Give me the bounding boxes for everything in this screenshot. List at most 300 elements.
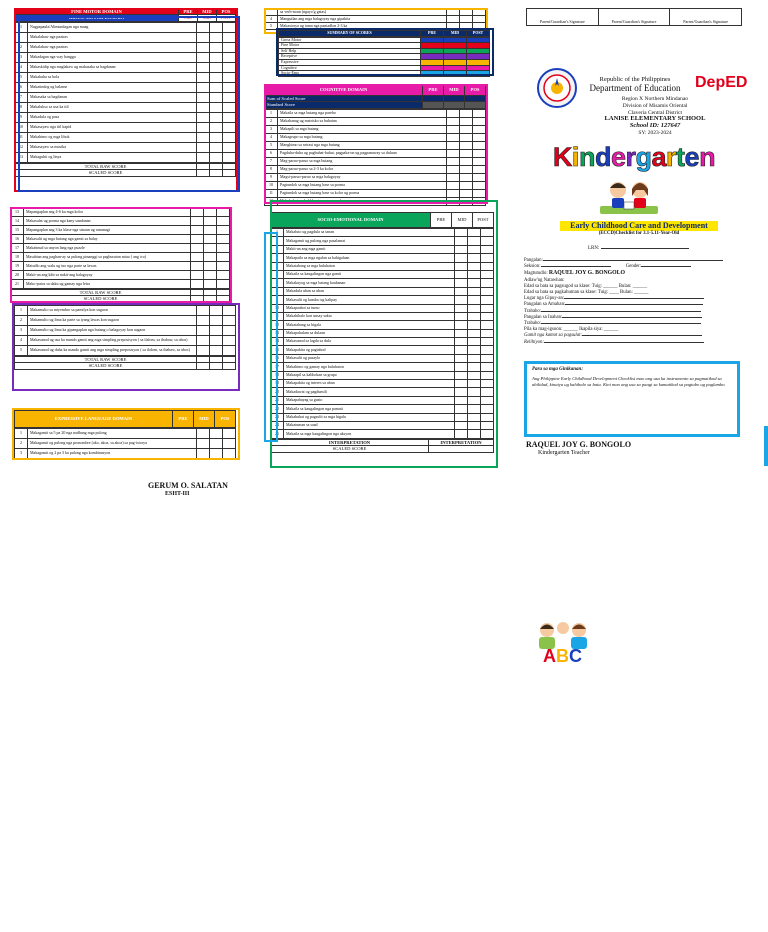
score-cell[interactable]: [191, 280, 204, 289]
score-cell[interactable]: [210, 52, 223, 62]
score-cell[interactable]: [197, 112, 210, 122]
score-cell[interactable]: [468, 371, 481, 379]
score-cell[interactable]: [210, 316, 223, 326]
score-cell[interactable]: [460, 16, 473, 23]
score-cell[interactable]: [217, 244, 230, 253]
score-cell[interactable]: [455, 371, 468, 379]
score-cell[interactable]: [481, 396, 494, 404]
table-row: [271, 262, 494, 270]
score-cell[interactable]: [447, 9, 460, 16]
score-cell[interactable]: [468, 421, 481, 429]
score-cell[interactable]: [481, 312, 494, 320]
score-cell[interactable]: [468, 413, 481, 421]
score-cell[interactable]: [473, 16, 486, 23]
table-row: [15, 122, 236, 132]
score-cell[interactable]: [197, 62, 210, 72]
score-cell[interactable]: [447, 165, 460, 173]
score-cell[interactable]: [455, 287, 468, 295]
score-cell[interactable]: [481, 413, 494, 421]
score-cell[interactable]: [468, 430, 481, 438]
score-cell[interactable]: [455, 312, 468, 320]
score-cell[interactable]: [468, 262, 481, 270]
score-cell[interactable]: [481, 270, 494, 278]
score-cell[interactable]: [473, 109, 486, 117]
score-cell[interactable]: [223, 112, 236, 122]
score-cell[interactable]: [447, 16, 460, 23]
score-cell[interactable]: [197, 439, 210, 449]
score-cell[interactable]: [473, 149, 486, 157]
score-cell[interactable]: [460, 133, 473, 141]
score-cell[interactable]: [197, 92, 210, 102]
item-number: 11: [15, 132, 28, 142]
score-cell[interactable]: [223, 346, 236, 356]
score-cell[interactable]: [217, 235, 230, 244]
cyan-edge-bar: [764, 426, 768, 466]
score-cell[interactable]: [455, 229, 468, 237]
score-cell[interactable]: [223, 449, 236, 459]
score-cell[interactable]: [468, 405, 481, 413]
score-cell[interactable]: [223, 132, 236, 142]
score-cell[interactable]: [455, 363, 468, 371]
score-cell[interactable]: [217, 271, 230, 280]
field-label: Pangalan sa Inahan:: [524, 314, 563, 320]
school-id: School ID: 127647: [629, 122, 681, 130]
score-cell[interactable]: [481, 430, 494, 438]
score-cell[interactable]: [191, 208, 204, 217]
item-text: Mag-paruo-paruo sa 2-3 ka kolor: [278, 165, 447, 173]
field-label: Pangalan sa Amahan:: [524, 302, 566, 308]
table-row: [11, 235, 230, 244]
table-row: [11, 271, 230, 280]
item-text: Makaskidip nga maglakaw ug makasaka sa hagdanan: [28, 62, 197, 72]
score-cell[interactable]: [455, 304, 468, 312]
score-cell[interactable]: [204, 235, 217, 244]
score-cell[interactable]: [481, 254, 494, 262]
score-cell[interactable]: [210, 429, 223, 439]
score-cell[interactable]: [468, 363, 481, 371]
col-mid: MID: [194, 411, 215, 428]
item-number: 3: [271, 245, 284, 253]
table-row: [271, 279, 494, 287]
score-cell[interactable]: [197, 52, 210, 62]
score-cell[interactable]: [481, 371, 494, 379]
score-cell[interactable]: [210, 439, 223, 449]
table-row: [15, 22, 236, 32]
score-cell[interactable]: [481, 421, 494, 429]
score-cell[interactable]: [481, 245, 494, 253]
item-text: Makaguhit og linya: [28, 152, 197, 162]
signature-row: [526, 8, 742, 26]
score-cell[interactable]: [197, 122, 210, 132]
kindergarten-letter: r: [666, 142, 677, 172]
table-row: [265, 125, 486, 133]
score-cell[interactable]: [455, 354, 468, 362]
score-cell[interactable]: [447, 181, 460, 189]
score-cell[interactable]: [455, 329, 468, 337]
score-cell[interactable]: [210, 112, 223, 122]
score-cell[interactable]: [481, 321, 494, 329]
item-text: Makaila sa mga butang nga pareho: [278, 109, 447, 117]
item-text: Makamulto ug lima ka gipangaplan nga butang o balagoyay kon sugaon: [28, 326, 197, 336]
score-cell[interactable]: [204, 262, 217, 271]
score-cell[interactable]: [481, 237, 494, 245]
teacher-value: RAQUEL JOY G. BONGOLO: [548, 270, 626, 277]
table-row: [15, 449, 236, 459]
score-cell[interactable]: [191, 226, 204, 235]
table-row: [265, 173, 486, 181]
item-text: Makaila sa kaugalingon nga pamati: [284, 405, 455, 413]
table-row: [265, 23, 486, 30]
cognitive-section: [264, 84, 486, 206]
item-number: 2: [271, 237, 284, 245]
item-number: 1: [15, 22, 28, 32]
left-teacher-name: GERUM O. SALATAN: [148, 481, 228, 490]
lrn-field: [588, 246, 689, 251]
score-cell[interactable]: [455, 430, 468, 438]
score-cell[interactable]: [210, 22, 223, 32]
item-number: 12: [265, 197, 278, 205]
score-cell[interactable]: [481, 229, 494, 237]
score-cell[interactable]: [210, 336, 223, 346]
item-text: Nagpapaula/Alimundagan nga maag: [28, 22, 197, 32]
score-cell[interactable]: [197, 32, 210, 42]
score-cell[interactable]: [210, 306, 223, 316]
parents-note: [524, 361, 740, 437]
score-cell[interactable]: [481, 363, 494, 371]
score-cell[interactable]: [473, 125, 486, 133]
item-text: Makakuha sa bola: [28, 72, 197, 82]
score-cell[interactable]: [210, 62, 223, 72]
score-cell[interactable]: [210, 72, 223, 82]
score-cell[interactable]: [455, 296, 468, 304]
cover-teacher-name: RAQUEL JOY G. BONGOLO: [526, 440, 632, 449]
score-cell[interactable]: [210, 32, 223, 42]
item-text: Makapili sa mga butang: [278, 125, 447, 133]
student-info-form: [524, 258, 746, 346]
score-cell[interactable]: [210, 346, 223, 356]
score-cell[interactable]: [455, 396, 468, 404]
score-cell[interactable]: [210, 92, 223, 102]
score-cell[interactable]: [460, 181, 473, 189]
table-row: [15, 112, 236, 122]
item-text: Makatabang sa higala: [284, 321, 455, 329]
score-cell[interactable]: [223, 82, 236, 92]
score-cell[interactable]: [460, 157, 473, 165]
score-cell[interactable]: [468, 245, 481, 253]
score-cell[interactable]: [468, 304, 481, 312]
score-cell[interactable]: [204, 244, 217, 253]
score-cell[interactable]: [223, 92, 236, 102]
item-text: Makasulti og pasaylo: [284, 354, 455, 362]
score-cell[interactable]: [197, 346, 210, 356]
table-row: [15, 346, 236, 356]
summary-score-cell[interactable]: [444, 71, 467, 77]
summary-title: SUMMARY OF SCORES: [279, 31, 421, 37]
score-cell[interactable]: [223, 52, 236, 62]
score-cell[interactable]: [468, 321, 481, 329]
gross-motor-title: GROSS MOTOR DOMAIN: [15, 15, 179, 21]
item-number: 1: [271, 229, 284, 237]
score-cell[interactable]: [223, 32, 236, 42]
score-cell[interactable]: [217, 280, 230, 289]
score-cell[interactable]: [217, 253, 230, 262]
score-cell[interactable]: [197, 142, 210, 152]
summary-domain-label: Fine Motor: [279, 43, 421, 49]
score-cell[interactable]: [447, 173, 460, 181]
standard-score-label: Standard Score: [265, 102, 423, 108]
score-cell[interactable]: [223, 429, 236, 439]
score-cell[interactable]: [455, 321, 468, 329]
score-cell[interactable]: [447, 189, 460, 197]
score-cell[interactable]: [468, 279, 481, 287]
item-text: Makapaabot sa turno: [284, 304, 455, 312]
cognitive-title: COGNITIVE DOMAIN: [265, 85, 423, 96]
score-cell[interactable]: [455, 270, 468, 278]
score-cell[interactable]: [223, 142, 236, 152]
score-cell[interactable]: [468, 380, 481, 388]
score-cell[interactable]: [223, 102, 236, 112]
score-cell[interactable]: [197, 316, 210, 326]
score-cell[interactable]: [460, 165, 473, 173]
score-cell[interactable]: [197, 326, 210, 336]
col-pos: POS: [215, 411, 236, 428]
score-cell[interactable]: [210, 132, 223, 142]
score-cell[interactable]: [473, 117, 486, 125]
score-cell[interactable]: [460, 141, 473, 149]
score-cell[interactable]: [223, 152, 236, 162]
score-cell[interactable]: [455, 346, 468, 354]
score-cell[interactable]: [191, 262, 204, 271]
score-cell[interactable]: [204, 208, 217, 217]
item-text: Makalukso sa usa ka tiil: [28, 102, 197, 112]
score-cell[interactable]: [460, 117, 473, 125]
score-cell[interactable]: [197, 102, 210, 112]
score-cell[interactable]: [468, 287, 481, 295]
score-cell[interactable]: [223, 306, 236, 316]
score-cell[interactable]: [197, 22, 210, 32]
score-cell[interactable]: [460, 189, 473, 197]
score-cell[interactable]: [455, 413, 468, 421]
score-cell[interactable]: [197, 152, 210, 162]
score-cell[interactable]: [204, 217, 217, 226]
score-cell[interactable]: [468, 396, 481, 404]
score-cell[interactable]: [204, 271, 217, 280]
item-number: 5: [15, 72, 28, 82]
score-cell[interactable]: [455, 338, 468, 346]
score-cell[interactable]: [455, 388, 468, 396]
table-row: [11, 253, 230, 262]
score-cell[interactable]: [191, 271, 204, 280]
score-cell[interactable]: [447, 133, 460, 141]
table-row: [11, 226, 230, 235]
score-cell[interactable]: [481, 338, 494, 346]
score-cell[interactable]: [197, 42, 210, 52]
score-cell[interactable]: [455, 279, 468, 287]
score-cell[interactable]: [223, 439, 236, 449]
item-number: 19: [11, 262, 24, 271]
score-cell[interactable]: [197, 306, 210, 316]
summary-domain-label: Receptive: [279, 54, 421, 60]
score-cell[interactable]: [473, 173, 486, 181]
score-cell[interactable]: [460, 197, 473, 205]
score-cell[interactable]: [481, 262, 494, 270]
republic-text: Republic of the Philippines: [599, 76, 671, 83]
score-cell[interactable]: [455, 380, 468, 388]
score-cell[interactable]: [197, 336, 210, 346]
score-cell[interactable]: [460, 149, 473, 157]
score-cell[interactable]: [210, 122, 223, 132]
summary-score-cell[interactable]: [467, 71, 490, 77]
score-cell[interactable]: [447, 125, 460, 133]
score-cell[interactable]: [468, 312, 481, 320]
score-cell[interactable]: [191, 253, 204, 262]
score-cell[interactable]: [204, 226, 217, 235]
score-cell[interactable]: [455, 245, 468, 253]
score-cell[interactable]: [460, 173, 473, 181]
score-cell[interactable]: [473, 9, 486, 16]
kindergarten-letter: K: [552, 142, 572, 172]
item-text: Makagamit sa 5 pa 20 nga nadhang mga pulong: [28, 429, 197, 439]
item-number: 5: [15, 346, 28, 356]
score-cell[interactable]: [447, 109, 460, 117]
score-cell[interactable]: [460, 109, 473, 117]
item-number: 13: [15, 152, 28, 162]
religion-label: Relihiyon:: [524, 339, 544, 345]
score-cell[interactable]: [481, 296, 494, 304]
score-cell[interactable]: [210, 142, 223, 152]
score-cell[interactable]: [217, 226, 230, 235]
score-cell[interactable]: [204, 253, 217, 262]
item-text: Makasunod ug duha ka mando gamit ang mga simpling preposisyon ( sa ilalom, sa ibabaw, sa ubos): [28, 346, 197, 356]
summary-domain-label: Self Help: [279, 48, 421, 54]
score-cell[interactable]: [223, 42, 236, 52]
col-post: POST: [217, 15, 236, 21]
score-cell[interactable]: [460, 125, 473, 133]
table-row: [15, 62, 236, 72]
score-cell[interactable]: [473, 141, 486, 149]
score-cell[interactable]: [460, 9, 473, 16]
score-cell[interactable]: [481, 329, 494, 337]
score-cell[interactable]: [204, 280, 217, 289]
score-cell[interactable]: [447, 23, 460, 30]
item-text: Makahimo og gamay nga buluhaton: [284, 363, 455, 371]
score-cell[interactable]: [455, 254, 468, 262]
score-cell[interactable]: [468, 254, 481, 262]
score-cell[interactable]: [468, 270, 481, 278]
score-cell[interactable]: [468, 354, 481, 362]
item-text: Pagtundok sa mga butang base sa kolor ug porma: [278, 189, 447, 197]
score-cell[interactable]: [217, 262, 230, 271]
score-cell[interactable]: [455, 405, 468, 413]
item-text: Makapahayag sa gusto: [284, 396, 455, 404]
score-cell[interactable]: [191, 235, 204, 244]
score-cell[interactable]: [447, 197, 460, 205]
score-cell[interactable]: [223, 316, 236, 326]
table-row: [271, 329, 494, 337]
score-cell[interactable]: [191, 217, 204, 226]
score-cell[interactable]: [217, 217, 230, 226]
score-cell[interactable]: [481, 287, 494, 295]
score-cell[interactable]: [210, 152, 223, 162]
table-row: [271, 354, 494, 362]
table-row: [11, 280, 230, 289]
field-label: Pangalan:: [524, 258, 543, 263]
score-cell[interactable]: [197, 82, 210, 92]
score-cell[interactable]: [191, 244, 204, 253]
score-cell[interactable]: [223, 122, 236, 132]
score-cell[interactable]: [210, 82, 223, 92]
item-text: Makagrupo sa mga butang: [278, 133, 447, 141]
score-cell[interactable]: [473, 133, 486, 141]
score-cell[interactable]: [473, 189, 486, 197]
table-row: [15, 82, 236, 92]
score-cell[interactable]: [468, 296, 481, 304]
score-cell[interactable]: [481, 388, 494, 396]
fine-motor-title: FINE MOTOR DOMAIN: [15, 9, 179, 15]
score-cell[interactable]: [210, 102, 223, 112]
score-cell[interactable]: [223, 336, 236, 346]
kindergarten-letter: g: [635, 142, 652, 172]
score-cell[interactable]: [481, 346, 494, 354]
kindergarten-letter: t: [676, 142, 685, 172]
score-cell[interactable]: [455, 262, 468, 270]
item-text: Makaila sa kaugalingon nga gamit: [284, 270, 455, 278]
score-cell[interactable]: [481, 405, 494, 413]
score-cell[interactable]: [210, 449, 223, 459]
left-lower-section: [10, 207, 230, 303]
score-cell[interactable]: [473, 165, 486, 173]
score-cell[interactable]: [197, 449, 210, 459]
table-row: [271, 413, 494, 421]
score-cell[interactable]: [447, 157, 460, 165]
score-cell[interactable]: [447, 117, 460, 125]
score-cell[interactable]: [223, 22, 236, 32]
score-cell[interactable]: [455, 421, 468, 429]
score-cell[interactable]: [473, 157, 486, 165]
score-cell[interactable]: [473, 197, 486, 205]
score-cell[interactable]: [481, 354, 494, 362]
score-cell[interactable]: [223, 72, 236, 82]
score-cell[interactable]: [468, 237, 481, 245]
score-cell[interactable]: [447, 149, 460, 157]
score-cell[interactable]: [217, 208, 230, 217]
score-cell[interactable]: [473, 23, 486, 30]
score-cell[interactable]: [473, 181, 486, 189]
score-cell[interactable]: [455, 237, 468, 245]
score-cell[interactable]: [468, 329, 481, 337]
item-text: Makapahulam sa dulaan: [284, 329, 455, 337]
score-cell[interactable]: [468, 388, 481, 396]
col-pre: PRE: [421, 31, 444, 37]
score-cell[interactable]: [460, 23, 473, 30]
summary-domain-label: Expressive: [279, 59, 421, 65]
score-cell[interactable]: [481, 279, 494, 287]
score-cell[interactable]: [223, 62, 236, 72]
score-cell[interactable]: [481, 304, 494, 312]
score-cell[interactable]: [447, 141, 460, 149]
score-cell[interactable]: [468, 346, 481, 354]
score-cell[interactable]: [197, 72, 210, 82]
score-cell[interactable]: [210, 326, 223, 336]
summary-score-cell[interactable]: [421, 71, 444, 77]
score-cell[interactable]: [481, 380, 494, 388]
score-cell[interactable]: [197, 132, 210, 142]
score-cell[interactable]: [468, 338, 481, 346]
score-cell[interactable]: [210, 42, 223, 52]
score-cell[interactable]: [223, 326, 236, 336]
score-cell[interactable]: [197, 429, 210, 439]
score-cell[interactable]: [468, 229, 481, 237]
